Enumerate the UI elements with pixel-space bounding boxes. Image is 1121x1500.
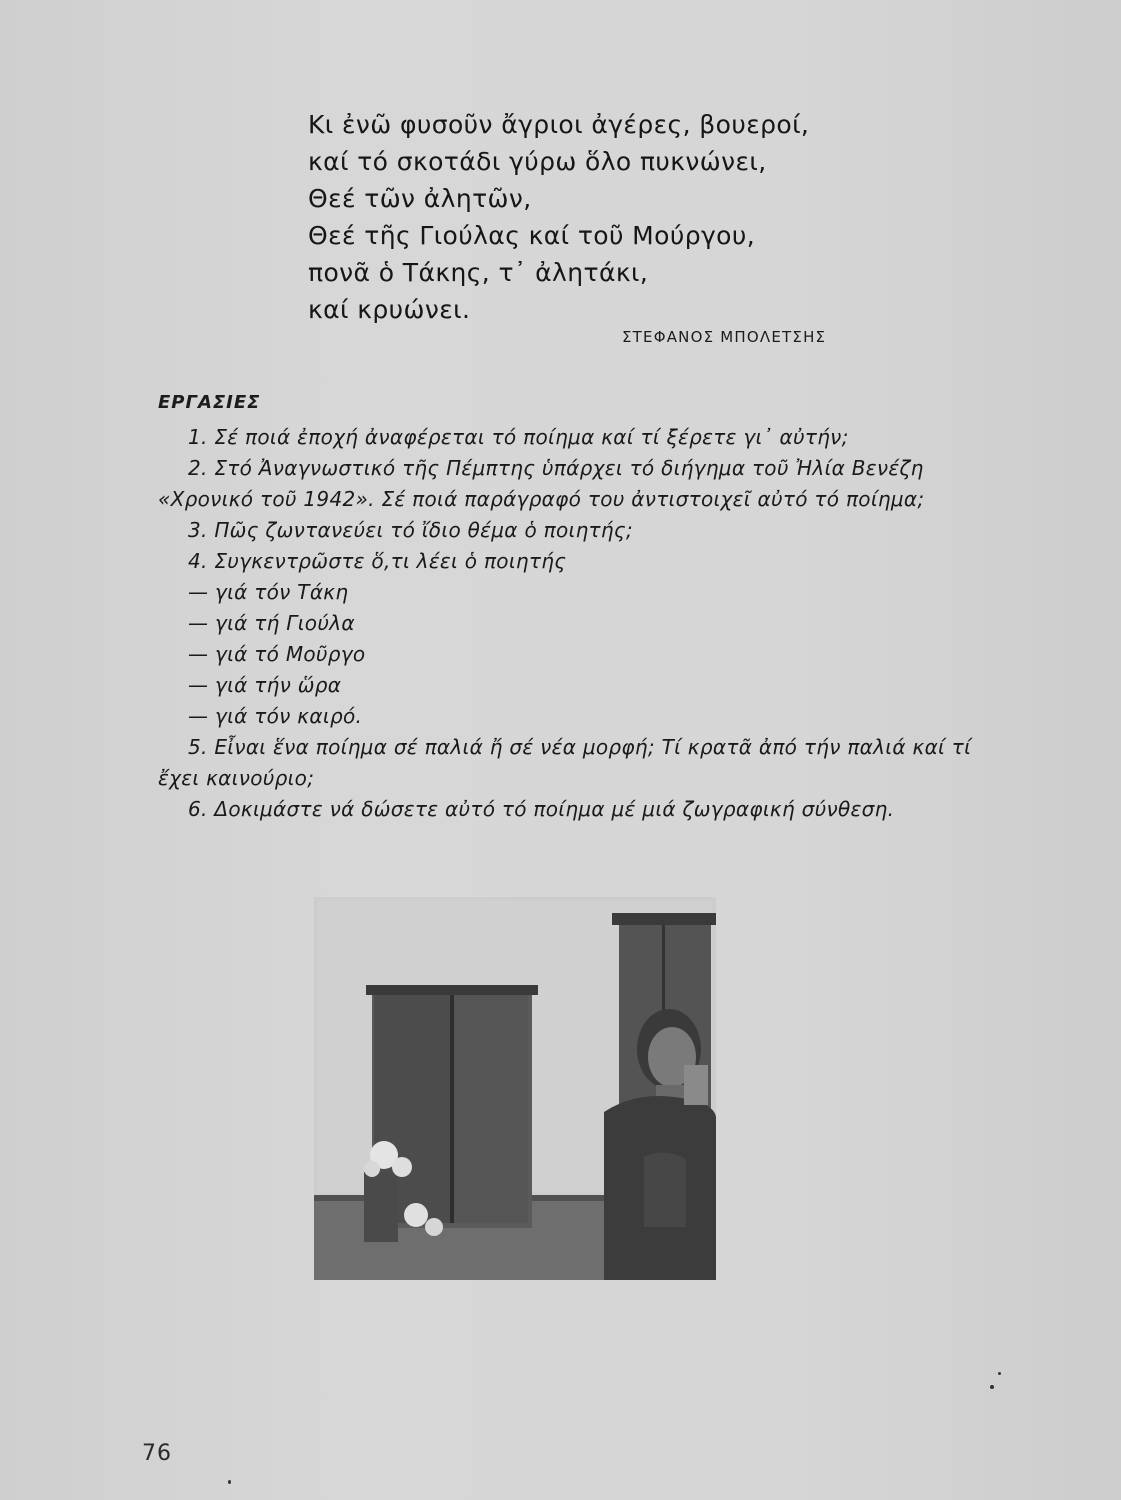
ink-speck: [228, 1480, 231, 1484]
task-item: 1. Σέ ποιά ἐποχή ἀναφέρεται τό ποίημα καί τί ξέρετε γι᾽ αὐτήν;: [188, 425, 849, 449]
illustration-painting: [314, 897, 716, 1280]
tasks-heading: ΕΡΓΑΣΙΕΣ: [158, 392, 261, 413]
task-item: 6. Δοκιμάστε νά δώσετε αὐτό τό ποίημα μέ μιά ζωγραφική σύνθεση.: [188, 797, 895, 821]
task-item: 2. Στό Ἀναγνωστικό τῆς Πέμπτης ὑπάρχει τό διήγημα τοῦ Ἠλία Βενέζη: [188, 456, 924, 480]
poem-line: Κι ἐνῶ φυσοῦν ἄγριοι ἀγέρες, βουεροί,: [308, 110, 810, 139]
ink-speck: [990, 1385, 994, 1389]
task-item: 3. Πῶς ζωντανεύει τό ἴδιο θέμα ὁ ποιητής;: [188, 518, 633, 542]
poem-line: καί τό σκοτάδι γύρω ὅλο πυκνώνει,: [308, 147, 767, 176]
poem-line: καί κρυώνει.: [308, 295, 471, 324]
tasks-list: [158, 422, 1013, 825]
task-subitem: — γιά τό Μοῦργο: [188, 642, 366, 666]
poem-line: Θεέ τῶν ἀλητῶν,: [308, 184, 532, 213]
task-subitem: — γιά τή Γιούλα: [188, 611, 355, 635]
task-item-continuation: ἔχει καινούριο;: [158, 766, 315, 790]
task-item: 4. Συγκεντρῶστε ὅ,τι λέει ὁ ποιητής: [188, 549, 567, 573]
task-item-continuation: «Χρονικό τοῦ 1942». Σέ ποιά παράγραφό του ἀντιστοιχεῖ αὐτό τό ποίημα;: [158, 487, 925, 511]
poem-line: Θεέ τῆς Γιούλας καί τοῦ Μούργου,: [308, 221, 756, 250]
poem-stanza: [308, 106, 908, 328]
task-subitem: — γιά τόν καιρό.: [188, 704, 363, 728]
task-subitem: — γιά τόν Τάκη: [188, 580, 349, 604]
task-subitem: — γιά τήν ὥρα: [188, 673, 342, 697]
page-number: 76: [142, 1441, 172, 1466]
poem-author: ΣΤΕΦΑΝΟΣ ΜΠΟΛΕΤΣΗΣ: [622, 328, 827, 346]
ink-speck: [998, 1372, 1001, 1375]
poem-line: πονᾶ ὁ Τάκης, τ᾽ ἀλητάκι,: [308, 258, 649, 287]
task-item: 5. Εἶναι ἕνα ποίημα σέ παλιά ἤ σέ νέα μορφή; Τί κρατᾶ ἀπό τήν παλιά καί τί: [188, 735, 972, 759]
